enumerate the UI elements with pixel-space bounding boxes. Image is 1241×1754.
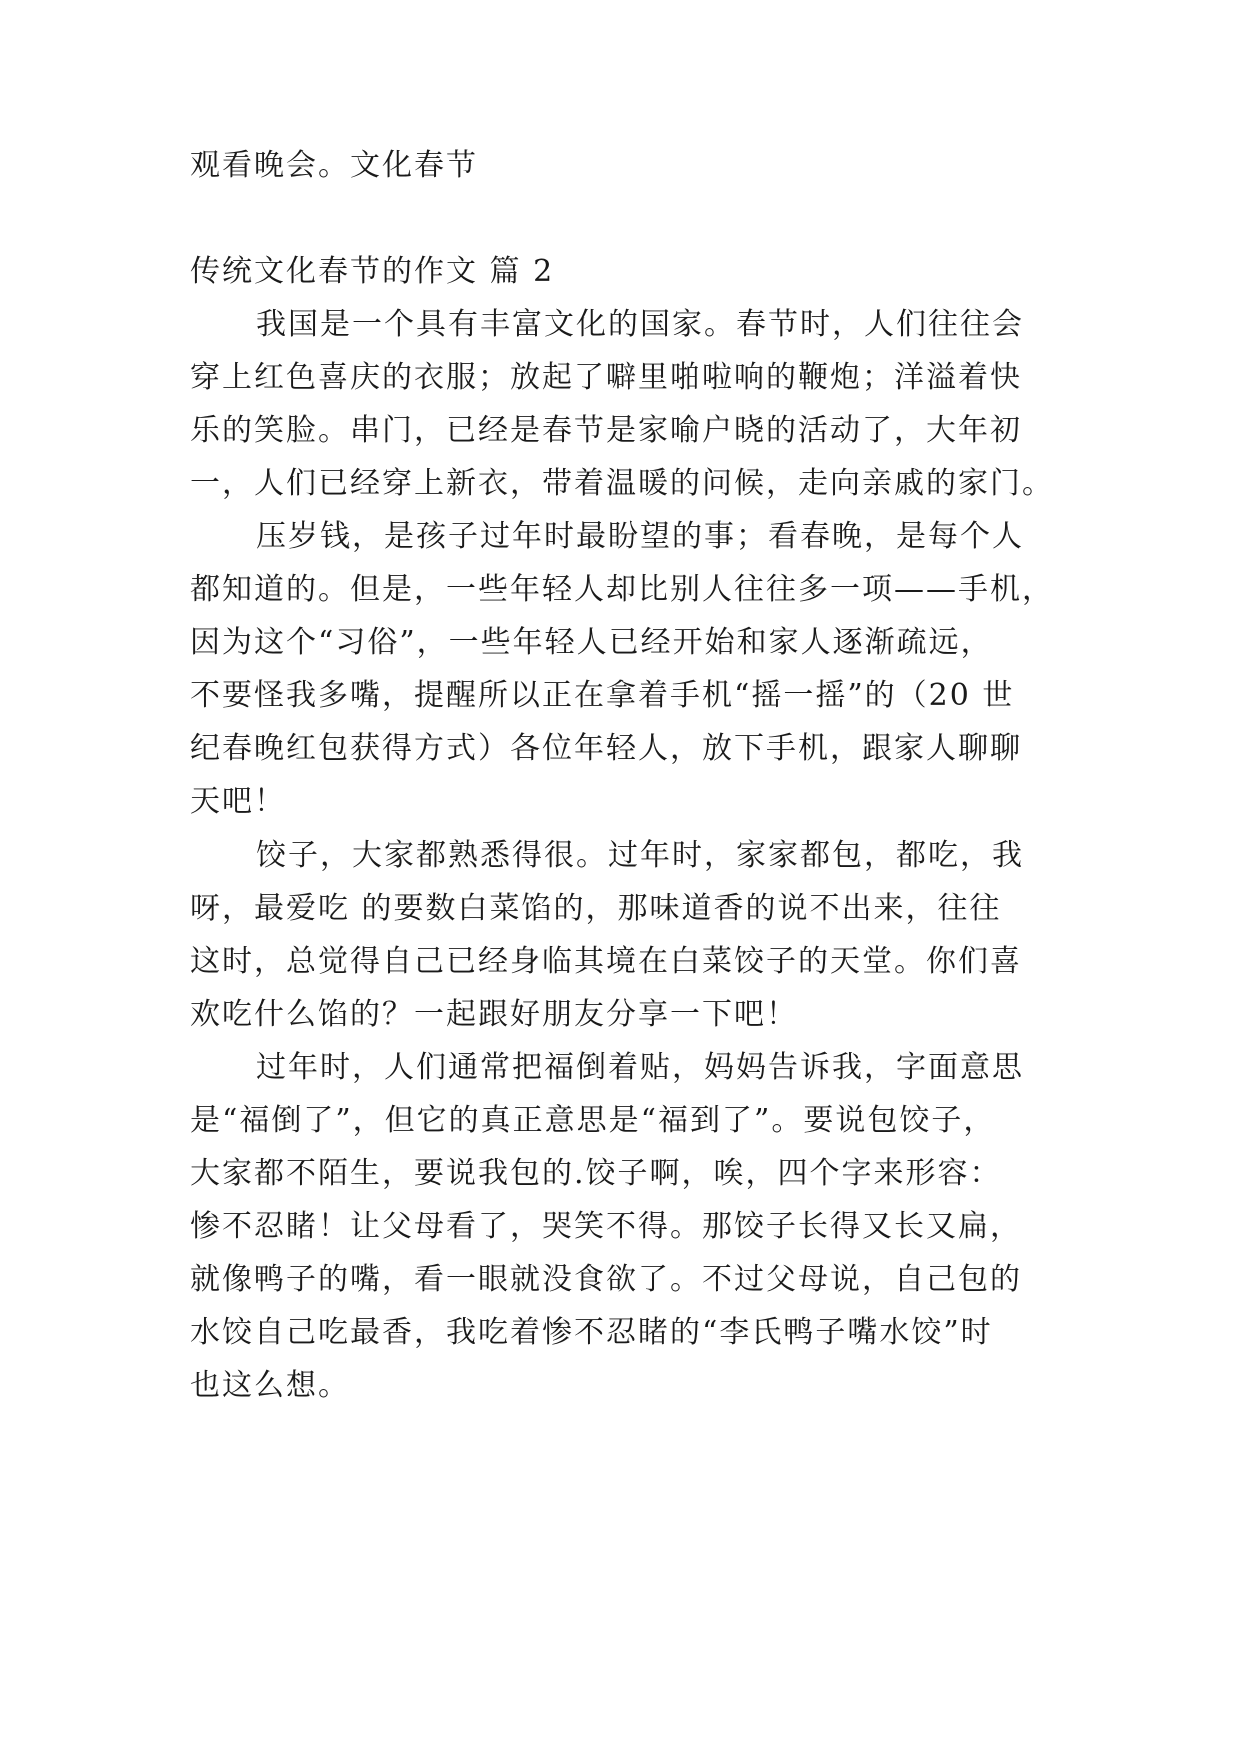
paragraph-line: 水饺自己吃最香，我吃着惨不忍睹的“李氏鸭子嘴水饺”时 bbox=[190, 1315, 993, 1350]
paragraph-line: 是“福倒了”，但它的真正意思是“福到了”。要说包饺子， bbox=[190, 1103, 996, 1138]
paragraph-line: 就像鸭子的嘴，看一眼就没食欲了。不过父母说，自己包的 bbox=[190, 1262, 1022, 1297]
paragraph-line: 我国是一个具有丰富文化的国家。春节时，人们往往会 bbox=[256, 307, 1024, 342]
paragraph-line: 也这么想。 bbox=[190, 1368, 350, 1403]
paragraph-line: 呀，最爱吃 的要数白菜馅的，那味道香的说不出来，往往 bbox=[190, 891, 1002, 926]
paragraph-line: 大家都不陌生，要说我包的.饺子啊，唉，四个字来形容： bbox=[190, 1156, 1002, 1191]
paragraph-line: 过年时，人们通常把福倒着贴，妈妈告诉我，字面意思 bbox=[256, 1050, 1024, 1085]
paragraph-line: 压岁钱，是孩子过年时最盼望的事；看春晚，是每个人 bbox=[256, 519, 1024, 554]
paragraph-line: 欢吃什么馅的？一起跟好朋友分享一下吧！ bbox=[190, 997, 798, 1032]
section-title: 传统文化春节的作文 篇 2 bbox=[190, 254, 555, 289]
paragraph-line: 一，人们已经穿上新衣，带着温暖的问候，走向亲戚的家门。 bbox=[190, 466, 1054, 501]
paragraph-line: 这时，总觉得自己已经身临其境在白菜饺子的天堂。你们喜 bbox=[190, 944, 1022, 979]
paragraph-line: 因为这个“习俗”，一些年轻人已经开始和家人逐渐疏远， bbox=[190, 625, 993, 660]
paragraph-line: 饺子，大家都熟悉得很。过年时，家家都包，都吃，我 bbox=[256, 838, 1024, 873]
paragraph-line: 惨不忍睹！让父母看了，哭笑不得。那饺子长得又长又扁， bbox=[190, 1209, 1022, 1244]
paragraph-line: 穿上红色喜庆的衣服；放起了噼里啪啦响的鞭炮；洋溢着快 bbox=[190, 360, 1022, 395]
paragraph-line: 乐的笑脸。串门，已经是春节是家喻户晓的活动了，大年初 bbox=[190, 413, 1022, 448]
paragraph-line: 都知道的。但是，一些年轻人却比别人往往多一项——手机， bbox=[190, 572, 1054, 607]
paragraph-line: 纪春晚红包获得方式）各位年轻人，放下手机，跟家人聊聊 bbox=[190, 731, 1022, 766]
paragraph-line: 不要怪我多嘴，提醒所以正在拿着手机“摇一摇”的（20 世 bbox=[190, 678, 1015, 713]
top-text-fragment: 观看晚会。文化春节 bbox=[190, 148, 478, 183]
paragraph-line: 天吧！ bbox=[190, 784, 286, 819]
